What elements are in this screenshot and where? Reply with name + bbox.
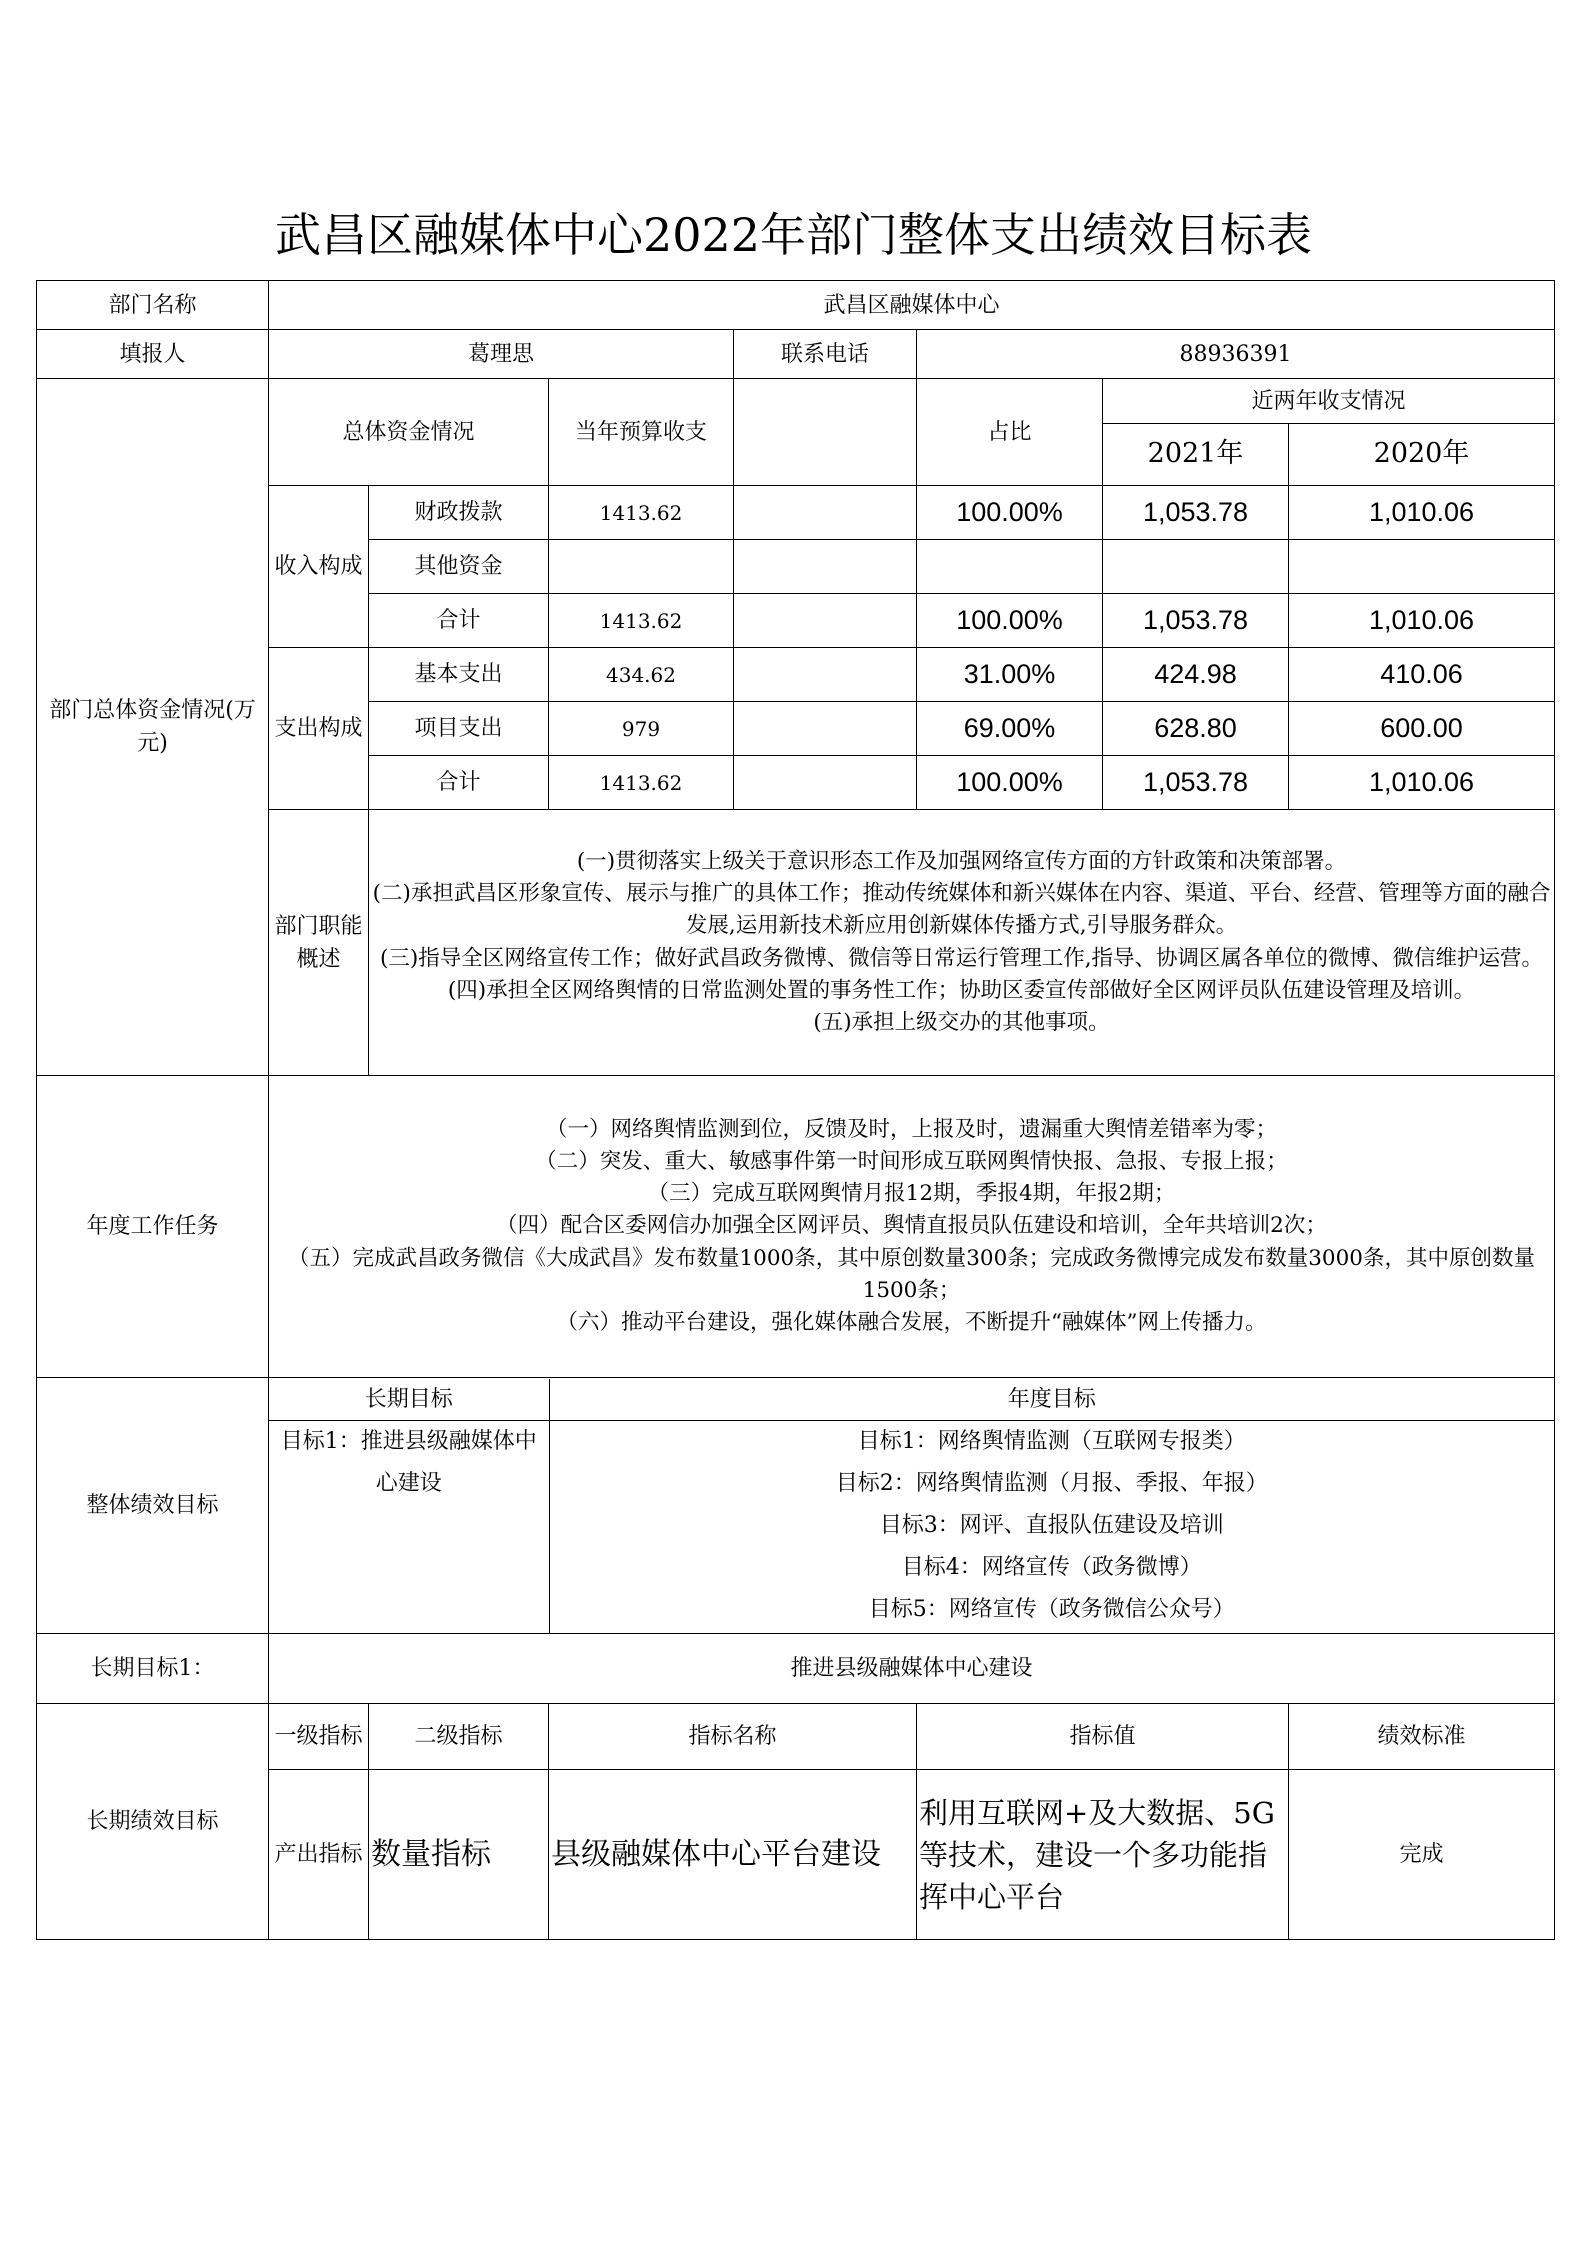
ratio-value: 31.00% [917, 648, 1103, 702]
y2020-value [1289, 540, 1555, 594]
ratio-value: 100.00% [917, 594, 1103, 648]
tasks-row [37, 1076, 1555, 1378]
function-item: (一)贯彻落实上级关于意识形态工作及加强网络宣传方面的方针政策和决策部署。 [576, 848, 1347, 874]
task-item: （五）完成武昌政务微信《大成武昌》发布数量1000条，其中原创数量300条；完成政务微博完成发布数量3000条，其中原创数量1500条； [288, 1245, 1535, 1303]
annual-goal-list [549, 1421, 1554, 1633]
funds-header-row-1 [37, 379, 1555, 424]
row-label: 其他资金 [369, 540, 549, 594]
y2020-value: 1,010.06 [1289, 594, 1555, 648]
filler-value: 葛理思 [269, 330, 734, 379]
y2020-value: 1,010.06 [1289, 486, 1555, 540]
blank-cell [734, 702, 917, 756]
row-label: 基本支出 [369, 648, 549, 702]
row-label: 项目支出 [369, 702, 549, 756]
task-item: （三）完成互联网舆情月报12期，季报4期，年报2期； [647, 1181, 1176, 1207]
budget-value: 434.62 [549, 648, 734, 702]
year-2021-label: 2021年 [1103, 424, 1289, 486]
task-item: （四）配合区委网信办加强全区网评员、舆情直报员队伍建设和培训，全年共培训2次； [496, 1213, 1327, 1239]
recent-years-label: 近两年收支情况 [1103, 379, 1555, 424]
dept-label: 部门名称 [37, 281, 269, 330]
funds-section-label: 部门总体资金情况(万元) [37, 379, 269, 1076]
annual-goal-item: 目标4：网络宣传（政务微博） [901, 1555, 1202, 1580]
overall-goals-table [269, 1379, 1554, 1633]
long-performance-header-row [37, 1704, 1555, 1770]
col-standard-header: 绩效标准 [1289, 1704, 1555, 1770]
budget-value: 1413.62 [549, 756, 734, 810]
blank-cell [734, 594, 917, 648]
function-item: (二)承担武昌区形象宣传、展示与推广的具体工作；推动传统媒体和新兴媒体在内容、渠道、平台、经营、管理等方面的融合发展,运用新技术新应用创新媒体传播方式,引导服务群众。 [372, 881, 1551, 939]
functions-text [369, 810, 1555, 1076]
expense-group-label: 支出构成 [269, 648, 369, 810]
y2021-value: 1,053.78 [1103, 594, 1289, 648]
performance-table [36, 280, 1555, 1940]
level2-value: 数量指标 [369, 1770, 549, 1940]
blank-header-cell [734, 379, 917, 486]
level1-value: 产出指标 [269, 1770, 369, 1940]
row-label: 合计 [369, 756, 549, 810]
y2021-value: 424.98 [1103, 648, 1289, 702]
long-goal-text: 推进县级融媒体中心建设 [269, 1634, 1555, 1704]
row-label: 财政拨款 [369, 486, 549, 540]
y2020-value: 600.00 [1289, 702, 1555, 756]
page-title: 武昌区融媒体中心2022年部门整体支出绩效目标表 [274, 208, 1313, 262]
phone-label: 联系电话 [734, 330, 917, 379]
col-level1-header: 一级指标 [269, 1704, 369, 1770]
budget-value [549, 540, 734, 594]
function-item: (四)承担全区网络舆情的日常监测处置的事务性工作；协助区委宣传部做好全区网评员队伍建设管理及培训。 [447, 977, 1476, 1003]
overall-goals-row [37, 1378, 1555, 1634]
task-item: （一）网络舆情监测到位，反馈及时，上报及时，遗漏重大舆情差错率为零； [545, 1116, 1277, 1142]
dept-value: 武昌区融媒体中心 [269, 281, 1555, 330]
y2021-value: 628.80 [1103, 702, 1289, 756]
task-item: （六）推动平台建设，强化媒体融合发展，不断提升“融媒体”网上传播力。 [556, 1310, 1267, 1336]
y2021-value: 1,053.78 [1103, 486, 1289, 540]
overall-goals-cell [269, 1378, 1555, 1634]
overall-goals-label: 整体绩效目标 [37, 1378, 269, 1634]
col-value-header: 指标值 [917, 1704, 1289, 1770]
long-goal-header: 长期目标 [269, 1379, 549, 1421]
filler-label: 填报人 [37, 330, 269, 379]
task-item: （二）突发、重大、敏感事件第一时间形成互联网舆情快报、急报、专报上报； [535, 1148, 1288, 1174]
dept-row [37, 281, 1555, 330]
blank-cell [734, 648, 917, 702]
blank-cell [734, 540, 917, 594]
y2020-value: 1,010.06 [1289, 756, 1555, 810]
y2020-value: 410.06 [1289, 648, 1555, 702]
blank-cell [734, 486, 917, 540]
annual-goal-header: 年度目标 [549, 1379, 1554, 1421]
long-goal-value: 目标1：推进县级融媒体中心建设 [269, 1421, 549, 1633]
y2021-value: 1,053.78 [1103, 756, 1289, 810]
col-name-header: 指标名称 [549, 1704, 917, 1770]
year-2020-label: 2020年 [1289, 424, 1555, 486]
y2021-value [1103, 540, 1289, 594]
income-group-label: 收入构成 [269, 486, 369, 648]
col-level2-header: 二级指标 [369, 1704, 549, 1770]
ratio-value: 69.00% [917, 702, 1103, 756]
annual-goal-item: 目标5：网络宣传（政务微信公众号） [868, 1597, 1235, 1622]
long-performance-label: 长期绩效目标 [37, 1704, 269, 1940]
overall-funds-label: 总体资金情况 [269, 379, 549, 486]
tasks-text [269, 1076, 1555, 1378]
filler-row [37, 330, 1555, 379]
tasks-label: 年度工作任务 [37, 1076, 269, 1378]
long-goal-row [37, 1634, 1555, 1704]
ratio-value: 100.00% [917, 486, 1103, 540]
phone-value: 88936391 [917, 330, 1555, 379]
budget-value: 979 [549, 702, 734, 756]
standard-value: 完成 [1289, 1770, 1555, 1940]
blank-cell [734, 756, 917, 810]
row-label: 合计 [369, 594, 549, 648]
ratio-value: 100.00% [917, 756, 1103, 810]
budget-value: 1413.62 [549, 486, 734, 540]
indicator-name: 县级融媒体中心平台建设 [549, 1770, 917, 1940]
long-goal-label: 长期目标1： [37, 1634, 269, 1704]
function-item: (三)指导全区网络宣传工作；做好武昌政务微博、微信等日常运行管理工作,指导、协调区属各单位的微博、微信维护运营。 [379, 945, 1544, 971]
function-item: (五)承担上级交办的其他事项。 [813, 1010, 1110, 1035]
functions-label: 部门职能概述 [269, 810, 369, 1076]
annual-goal-item: 目标2：网络舆情监测（月报、季报、年报） [835, 1471, 1268, 1496]
annual-goal-item: 目标3：网评、直报队伍建设及培训 [879, 1513, 1224, 1538]
annual-goal-item: 目标1：网络舆情监测（互联网专报类） [857, 1429, 1246, 1454]
ratio-value [917, 540, 1103, 594]
budget-label: 当年预算收支 [549, 379, 734, 486]
indicator-value: 利用互联网+及大数据、5G等技术，建设一个多功能指挥中心平台 [917, 1770, 1289, 1940]
budget-value: 1413.62 [549, 594, 734, 648]
ratio-label: 占比 [917, 379, 1103, 486]
